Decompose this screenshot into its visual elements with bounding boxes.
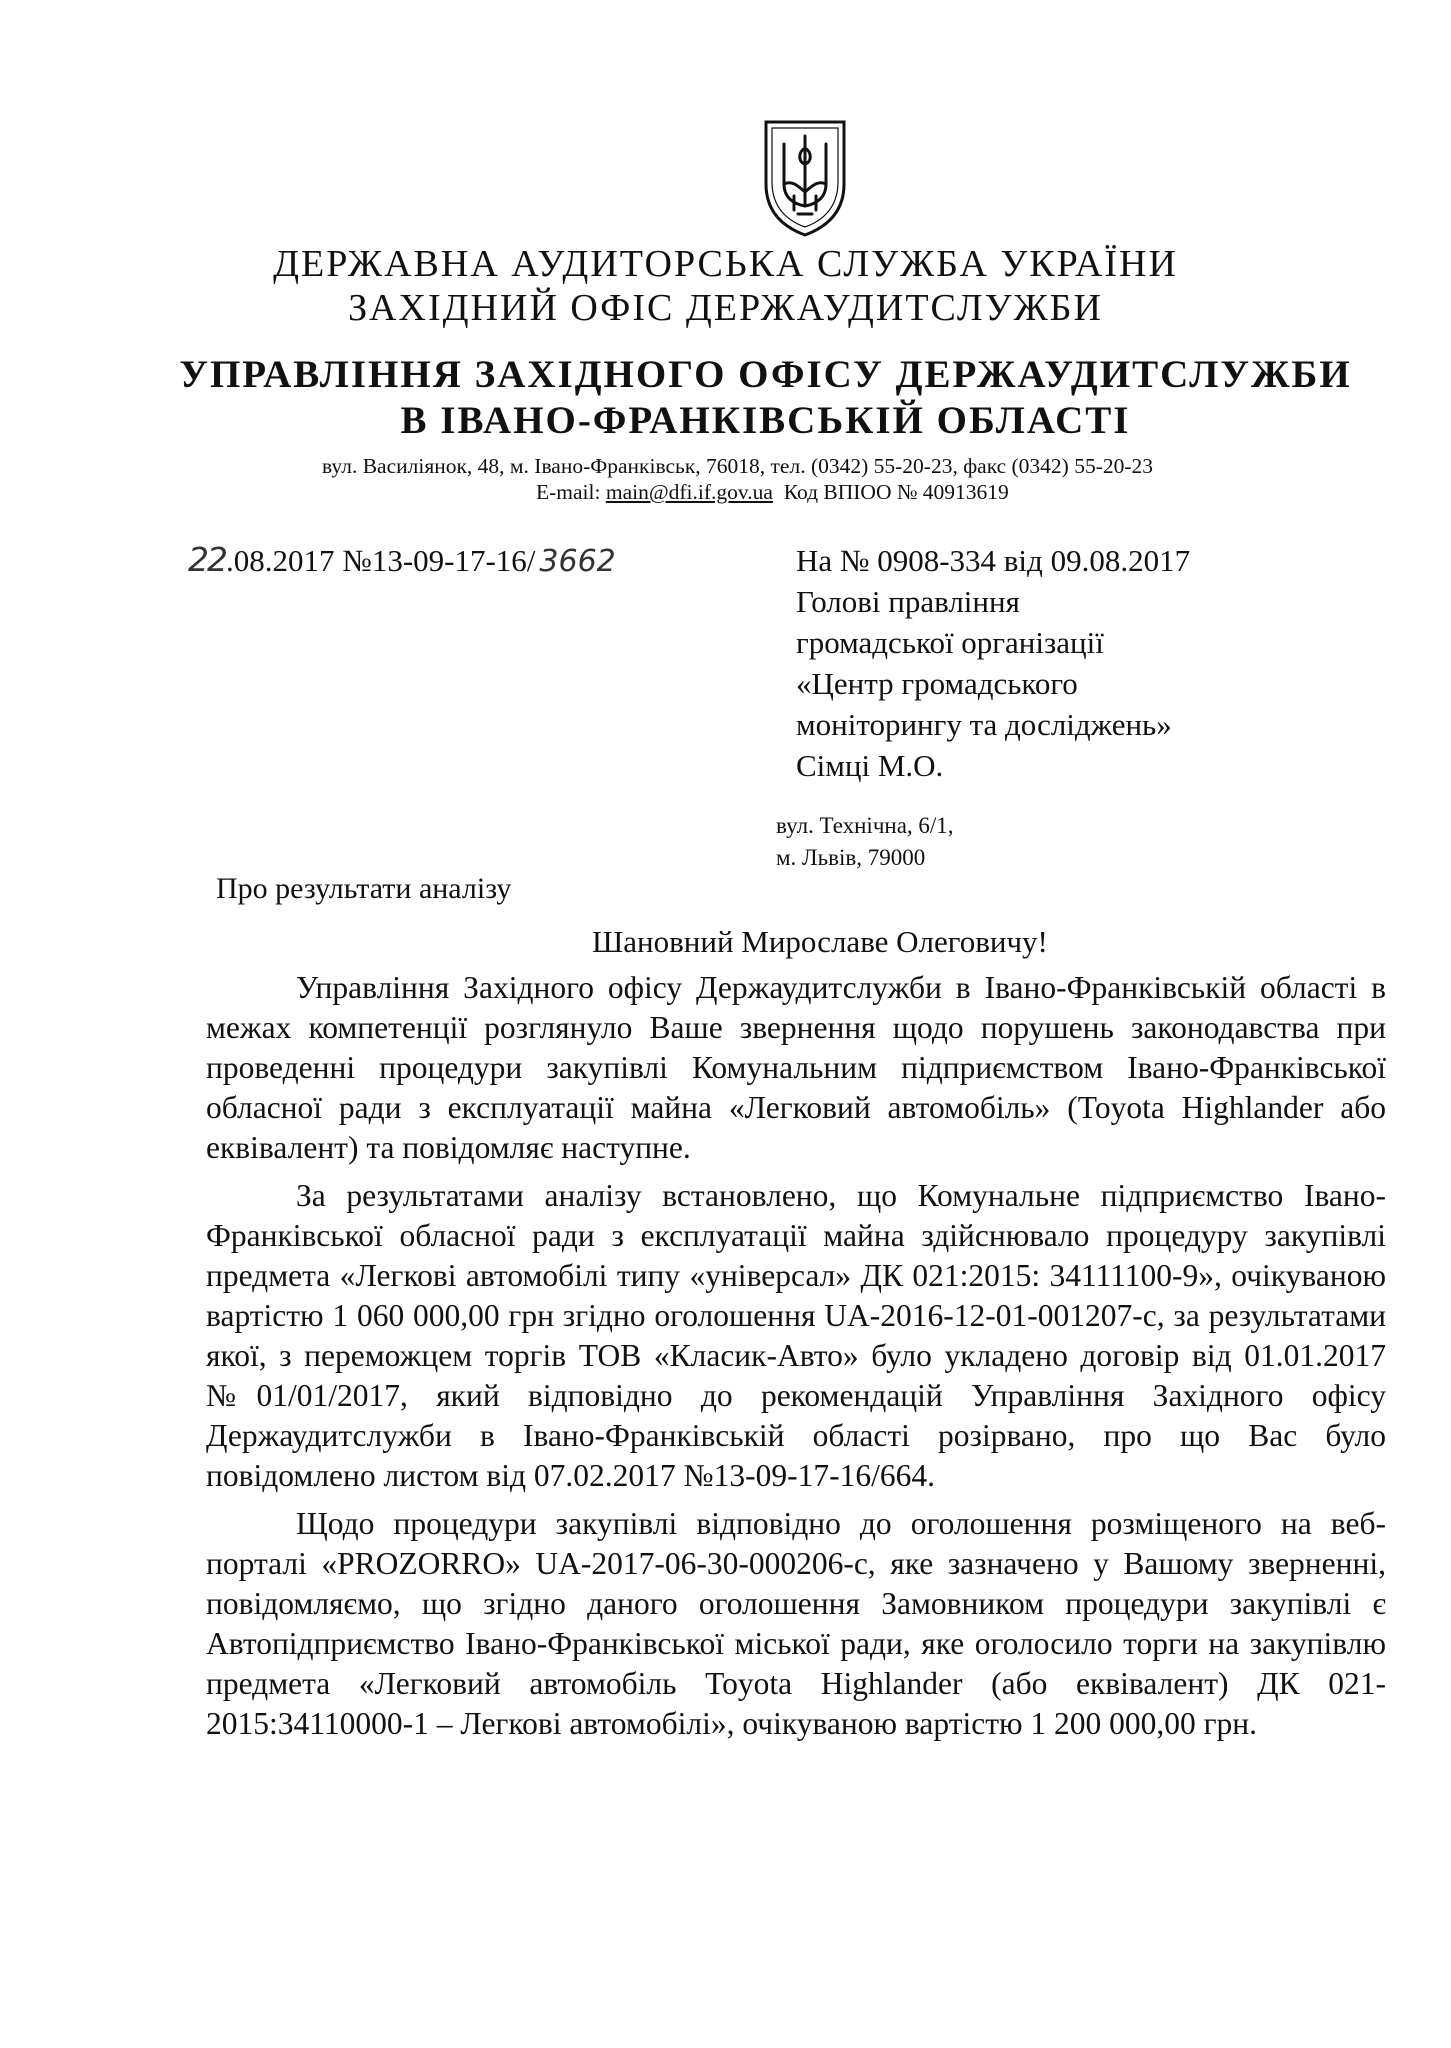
recipient-line: «Центр громадського — [796, 666, 1078, 701]
outgoing-number — [188, 540, 616, 579]
office-address: вул. Василіянок, 48, м. Івано-Франківськ, 76018, тел. (0342) 55-20-23, факс (0342) 55-20-23 — [322, 454, 1154, 478]
email-label: E-mail: — [536, 480, 606, 504]
body-paragraph: Щодо процедури закупівлі відповідно до оголошення розміщеного на веб-порталі «PROZORRO» UA-2017-06-30-000206-с, яке зазначено у Вашому зверненні, повідомляємо, що згідно даного оголошення Замовником процедури закупівлі є Автопідприємство Івано-Франківської міської ради, яке оголосило торги на закупівлю предмета «Легковий автомобіль Toyota Highlander (або еквівалент) ДК 021-2015:34110000-1 – Легкові автомобілі», очікуваною вартістю 1 200 000,00 грн. — [206, 1506, 1386, 1741]
recipient-line: Сімці М.О. — [796, 748, 944, 783]
letter-body — [206, 968, 1386, 1752]
org-name-line-2: ЗАХІДНИЙ ОФІС ДЕРЖАУДИТСЛУЖБИ — [348, 287, 1103, 329]
recipient-line: Голові правління — [796, 584, 1020, 619]
recipient-line: моніторингу та досліджень» — [796, 707, 1172, 742]
edrpou-code: Код ВПІОО № 40913619 — [783, 480, 1009, 504]
reference-number: На № 0908-334 від 09.08.2017 — [796, 543, 1191, 578]
handwritten-number: 3662 — [539, 544, 616, 579]
recipient-block — [796, 540, 1190, 786]
recipient-address-line: м. Львів, 79000 — [776, 845, 926, 870]
handwritten-day: 22 — [188, 540, 226, 579]
office-contacts — [536, 480, 1009, 505]
recipient-line: громадської організації — [796, 625, 1104, 660]
salutation: Шановний Мирославе Олеговичу! — [592, 924, 1048, 959]
letter-subject: Про результати аналізу — [216, 872, 512, 905]
outgoing-date-number: .08.2017 №13-09-17-16/ — [226, 543, 536, 578]
coat-of-arms-emblem — [762, 118, 848, 238]
body-paragraph: За результатами аналізу встановлено, що Комунальне підприємство Івано-Франківської обласної ради з експлуатації майна здійснювало процедуру закупівлі предмета «Легкові автомобілі типу «універсал» ДК 021:2015: 34111100-9», очікуваною вартістю 1 060 000,00 грн згідно оголошення UA-2016-12-01-001207-с, за результатами якої, з переможцем торгів ТОВ «Класик-Авто» було укладено договір від 01.01.2017 №01/01/2017, який відповідно до рекомендацій Управління Західного офісу Держаудитслужби в Івано-Франківській області розірвано, про що Вас було повідомлено листом від 07.02.2017 №13-09-17-16/664. — [206, 1178, 1386, 1493]
email-link[interactable]: main@dfi.if.gov.ua — [605, 480, 773, 504]
department-name-line-2: В ІВАНО-ФРАНКІВСЬКІЙ ОБЛАСТІ — [400, 399, 1131, 442]
recipient-address-line: вул. Технічна, 6/1, — [776, 813, 954, 838]
recipient-address — [776, 810, 954, 874]
org-name-line-1: ДЕРЖАВНА АУДИТОРСЬКА СЛУЖБА УКРАЇНИ — [273, 243, 1178, 285]
department-name-line-1: УПРАВЛІННЯ ЗАХІДНОГО ОФІСУ ДЕРЖАУДИТСЛУЖБИ — [179, 353, 1352, 396]
body-paragraph: Управління Західного офісу Держаудитслужби в Івано-Франківській області в межах компетенції розглянуло Ваше звернення щодо порушень законодавства при проведенні процедури закупівлі Комунальним підприємством Івано-Франківської обласної ради з експлуатації майна «Легковий автомобіль» (Toyota Highlander або еквівалент) та повідомляє наступне. — [206, 970, 1386, 1165]
